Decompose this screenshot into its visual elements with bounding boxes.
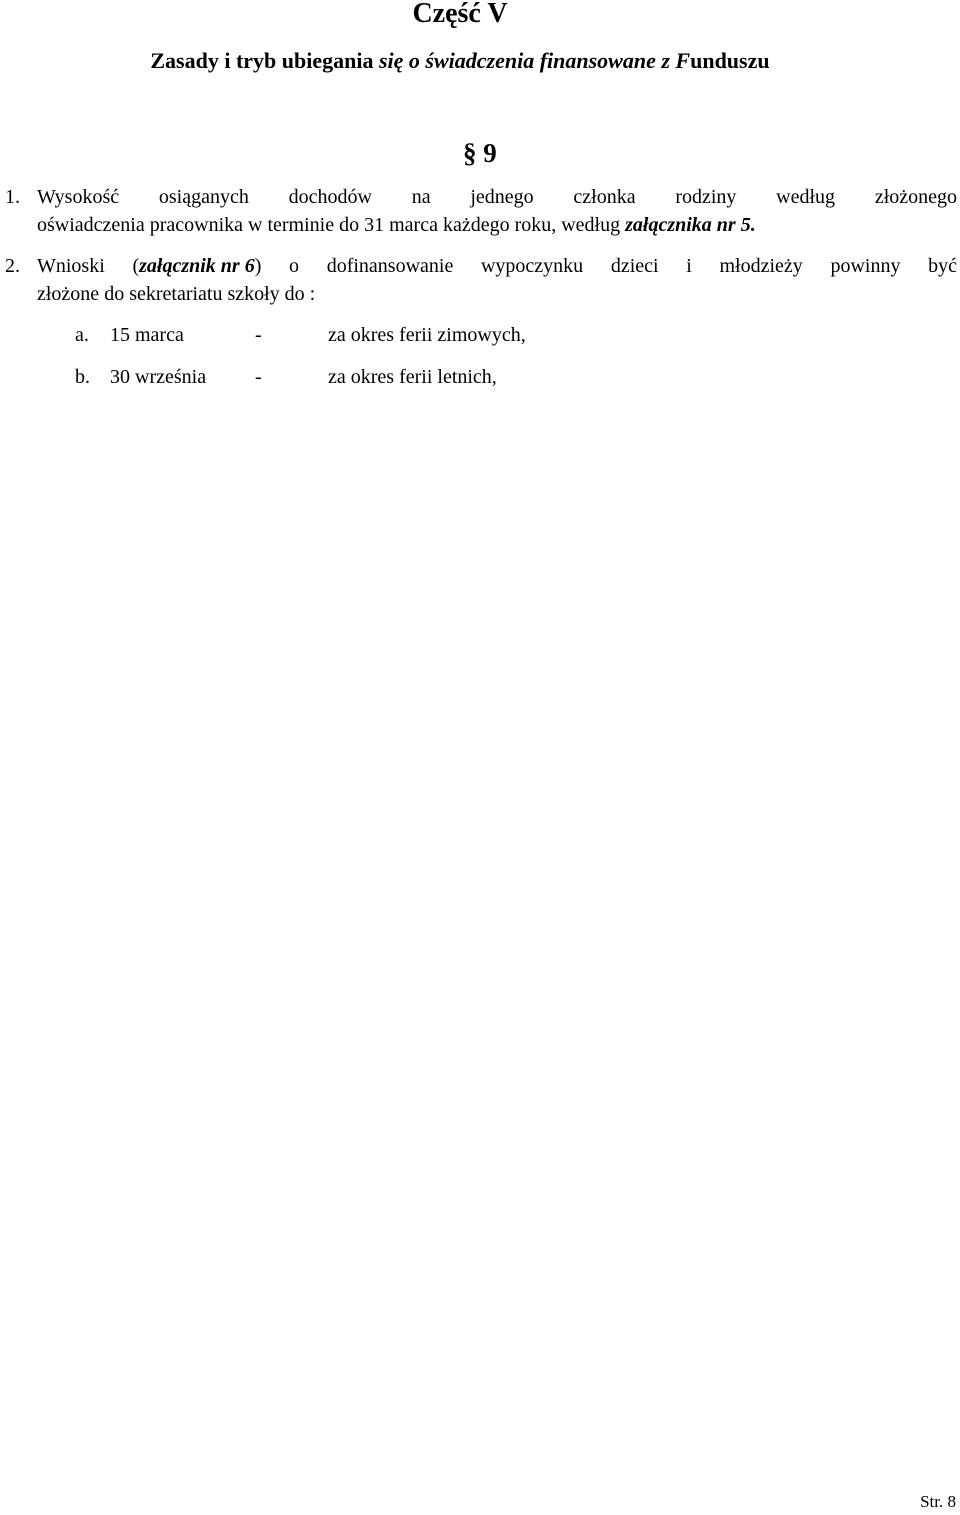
- deadline-date: 30 września: [110, 366, 207, 388]
- paragraph-heading: [463, 136, 497, 170]
- item-2-word: o: [289, 255, 300, 277]
- item-1-line-1: [37, 184, 957, 210]
- page-number: Str. 8: [920, 1492, 956, 1511]
- item-1-word: osiąganych: [158, 186, 249, 208]
- item-2-word: być: [928, 255, 957, 277]
- part-title: Część V: [412, 0, 508, 29]
- item-1-word: według: [776, 186, 836, 208]
- item-2-attachment-ref: [132, 253, 261, 279]
- item-2-word: powinny: [830, 255, 901, 277]
- item-1-line-2: [37, 212, 756, 238]
- paragraph-symbol: §: [463, 138, 477, 168]
- deadline-letter: b.: [75, 366, 90, 388]
- item-2-line-2: złożone do sekretariatu szkoły do :: [37, 283, 316, 305]
- item-1-text: oświadczenia pracownika w terminie do 31 marca każdego roku, według: [37, 214, 626, 236]
- item-2-word: i: [686, 255, 692, 277]
- item-2-word: dofinansowanie: [326, 255, 454, 277]
- item-1-word: dochodów: [288, 186, 372, 208]
- item-1-word: jednego: [470, 186, 534, 208]
- deadline-date: 15 marca: [110, 324, 184, 346]
- deadline-letter: a.: [75, 324, 89, 346]
- item-1-word: członka: [573, 186, 636, 208]
- item-2-word: Wnioski: [37, 255, 105, 277]
- attachment-reference: załącznika nr 5.: [625, 214, 756, 236]
- item-1-number: 1.: [5, 186, 20, 208]
- main-title: [0, 46, 920, 76]
- paren-open: (: [132, 255, 140, 277]
- main-title-part-1: Zasady i tryb ubiegania: [150, 48, 379, 73]
- paren-close: ): [254, 255, 262, 277]
- deadline-dash: -: [255, 366, 262, 388]
- item-2-word: młodzieży: [719, 255, 803, 277]
- item-2-word: wypoczynku: [480, 255, 584, 277]
- item-2-line-1: [37, 253, 957, 279]
- item-1-word: na: [411, 186, 431, 208]
- item-1-word: rodziny: [675, 186, 737, 208]
- deadline-description: za okres ferii zimowych,: [328, 324, 526, 346]
- item-1-word: Wysokość: [37, 186, 120, 208]
- main-title-part-3: unduszu: [690, 48, 770, 73]
- paragraph-number: 9: [483, 138, 497, 168]
- deadline-dash: -: [255, 324, 262, 346]
- main-title-part-2: się o świadczenia finansowane z F: [378, 48, 691, 73]
- item-1-word: złożonego: [874, 186, 957, 208]
- item-2-word: dzieci: [610, 255, 659, 277]
- item-2-number: 2.: [5, 255, 20, 277]
- attachment-reference: załącznik nr 6: [139, 255, 255, 277]
- deadline-description: za okres ferii letnich,: [328, 366, 497, 388]
